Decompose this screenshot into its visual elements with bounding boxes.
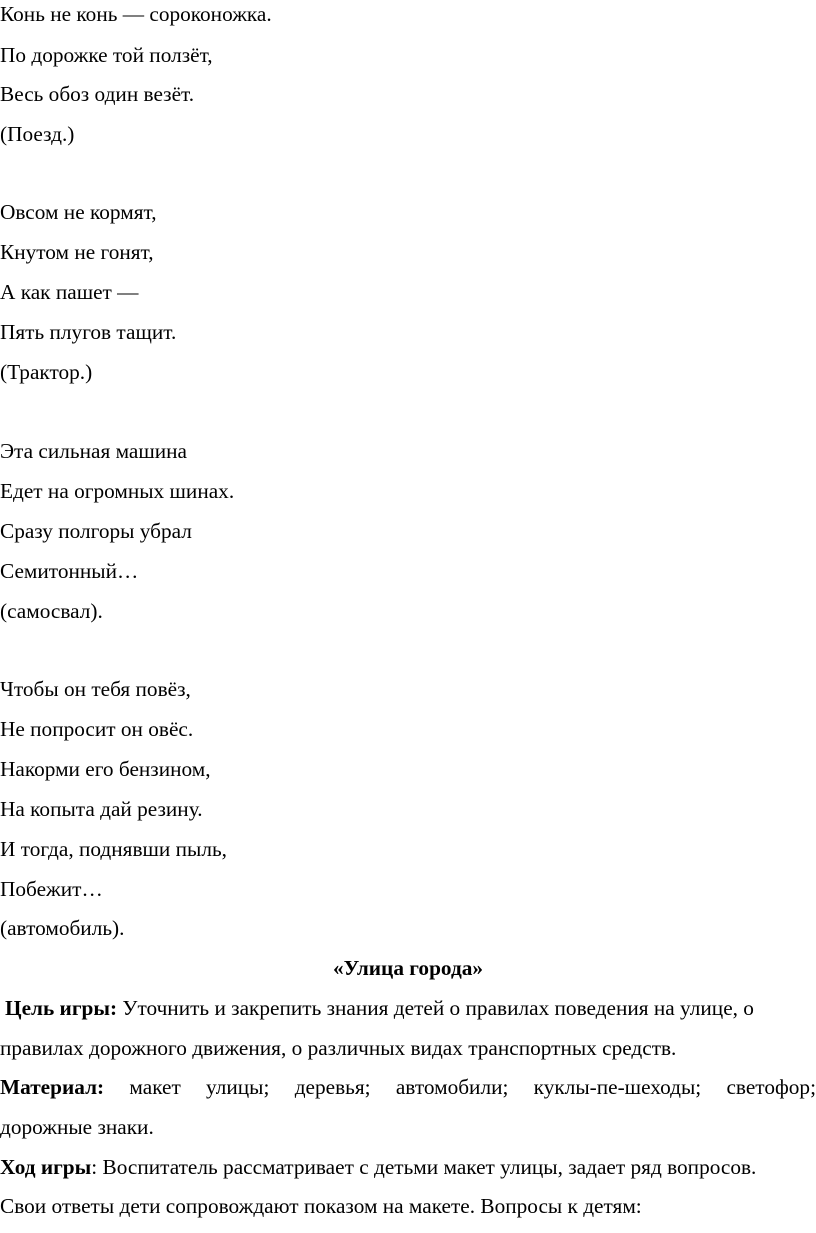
progress-line-1 <box>0 1153 816 1181</box>
progress-label: Ход игры <box>0 1155 92 1179</box>
riddle-3-line-2: Едет на огромных шинах. <box>0 479 235 503</box>
progress-text-2: Свои ответы дети сопровождают показом на макете. Вопросы к детям: <box>0 1194 642 1218</box>
riddle-3-line-3: Сразу полгоры убрал <box>0 519 192 543</box>
riddle-2-line-4: Пять плугов тащит. <box>0 320 177 344</box>
game-title: «Улица города» <box>332 956 484 980</box>
riddle-4-line-4: На копыта дай резину. <box>0 797 203 821</box>
goal-text-2: правилах дорожного движения, о различных видах транспортных средств. <box>0 1036 677 1060</box>
riddle-4-line-1: Чтобы он тебя повёз, <box>0 677 191 701</box>
riddle-4-line-2: Не попросит он овёс. <box>0 717 194 741</box>
goal-text-1: Уточнить и закрепить знания детей о правилах поведения на улице, о <box>122 996 754 1020</box>
riddle-1-answer: (Поезд.) <box>0 122 75 146</box>
riddle-3-answer: (самосвал). <box>0 599 103 623</box>
riddle-1-line-3: Весь обоз один везёт. <box>0 82 195 106</box>
material-line-1 <box>0 1073 816 1101</box>
goal-line-2 <box>0 1034 816 1062</box>
riddle-2-line-3: А как пашет — <box>0 280 139 304</box>
material-text-2: дорожные знаки. <box>0 1115 154 1139</box>
riddle-4-line-6: Побежит… <box>0 877 103 901</box>
goal-line-1 <box>5 994 816 1022</box>
riddle-4-line-5: И тогда, поднявши пыль, <box>0 837 227 861</box>
progress-line-2 <box>0 1192 816 1220</box>
riddle-4-answer: (автомобиль). <box>0 916 125 940</box>
riddle-2-line-1: Овсом не кормят, <box>0 200 157 224</box>
riddle-4-line-3: Накорми его бензином, <box>0 757 211 781</box>
riddle-1-line-1: Конь не конь — сороконожка. <box>0 2 272 26</box>
riddle-3-line-1: Эта сильная машина <box>0 439 187 463</box>
material-line-2 <box>0 1113 816 1141</box>
riddle-1-line-2: По дорожке той ползёт, <box>0 43 213 67</box>
progress-text-1: : Воспитатель рассматривает с детьми макет улицы, задает ряд вопросов. <box>91 1155 757 1179</box>
riddle-2-line-2: Кнутом не гонят, <box>0 240 154 264</box>
material-label: Материал: <box>0 1075 105 1099</box>
riddle-2-answer: (Трактор.) <box>0 360 93 384</box>
riddle-3-line-4: Семитонный… <box>0 559 139 583</box>
material-text-1: макет улицы; деревья; автомобили; куклы-пе-шеходы; светофор; <box>129 1075 816 1099</box>
goal-label: Цель игры: <box>5 996 118 1020</box>
